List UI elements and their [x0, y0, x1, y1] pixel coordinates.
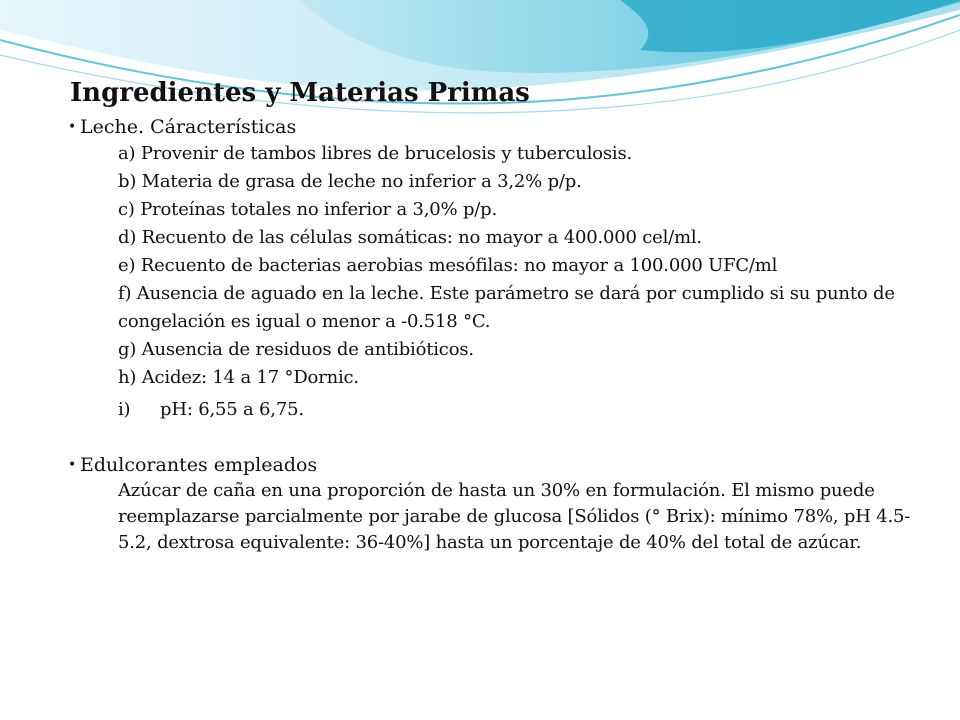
list-item: c) Proteínas totales no inferior a 3,0% p/p. [118, 199, 497, 220]
list-item-text: pH: 6,55 a 6,75. [160, 399, 304, 420]
list-item: d) Recuento de las células somáticas: no mayor a 400.000 cel/ml. [118, 227, 702, 248]
leche-characteristics-list [70, 140, 920, 424]
list-item [118, 396, 920, 424]
slide-title: Ingredientes y Materias Primas [70, 78, 530, 108]
list-item: b) Materia de grasa de leche no inferior a 3,2% p/p. [118, 171, 582, 192]
list-item: e) Recuento de bacterias aerobias mesófilas: no mayor a 100.000 UFC/ml [118, 255, 778, 276]
bullet-label: Edulcorantes empleados [80, 454, 318, 476]
bullet-edulcorantes [70, 452, 920, 478]
content [70, 76, 920, 556]
list-item: f) Ausencia de aguado en la leche. Este parámetro se dará por cumplido si su punto de congelación es igual o menor a -0.518 °C. [118, 283, 901, 332]
list-item-label: i) [118, 399, 131, 420]
list-item: h) Acidez: 14 a 17 °Dornic. [118, 367, 359, 388]
bullet-leche [70, 114, 920, 140]
bullet-label: Leche. Cáracterísticas [80, 116, 297, 138]
list-item: a) Provenir de tambos libres de brucelosis y tuberculosis. [118, 143, 633, 164]
bullet-dot-icon: • [68, 119, 77, 135]
bullet-dot-icon: • [68, 457, 77, 473]
edulcorantes-paragraph: Azúcar de caña en una proporción de hasta un 30% en formulación. El mismo puede reemplazarse parcialmente por jarabe de glucosa [Sólidos (° Brix): mínimo 78%, pH 4.5-5.2, dextrosa equivalente: 36-40%] hasta un porcentaje de 40% del total de azúcar. [118, 480, 911, 553]
list-item: g) Ausencia de residuos de antibióticos. [118, 339, 474, 360]
